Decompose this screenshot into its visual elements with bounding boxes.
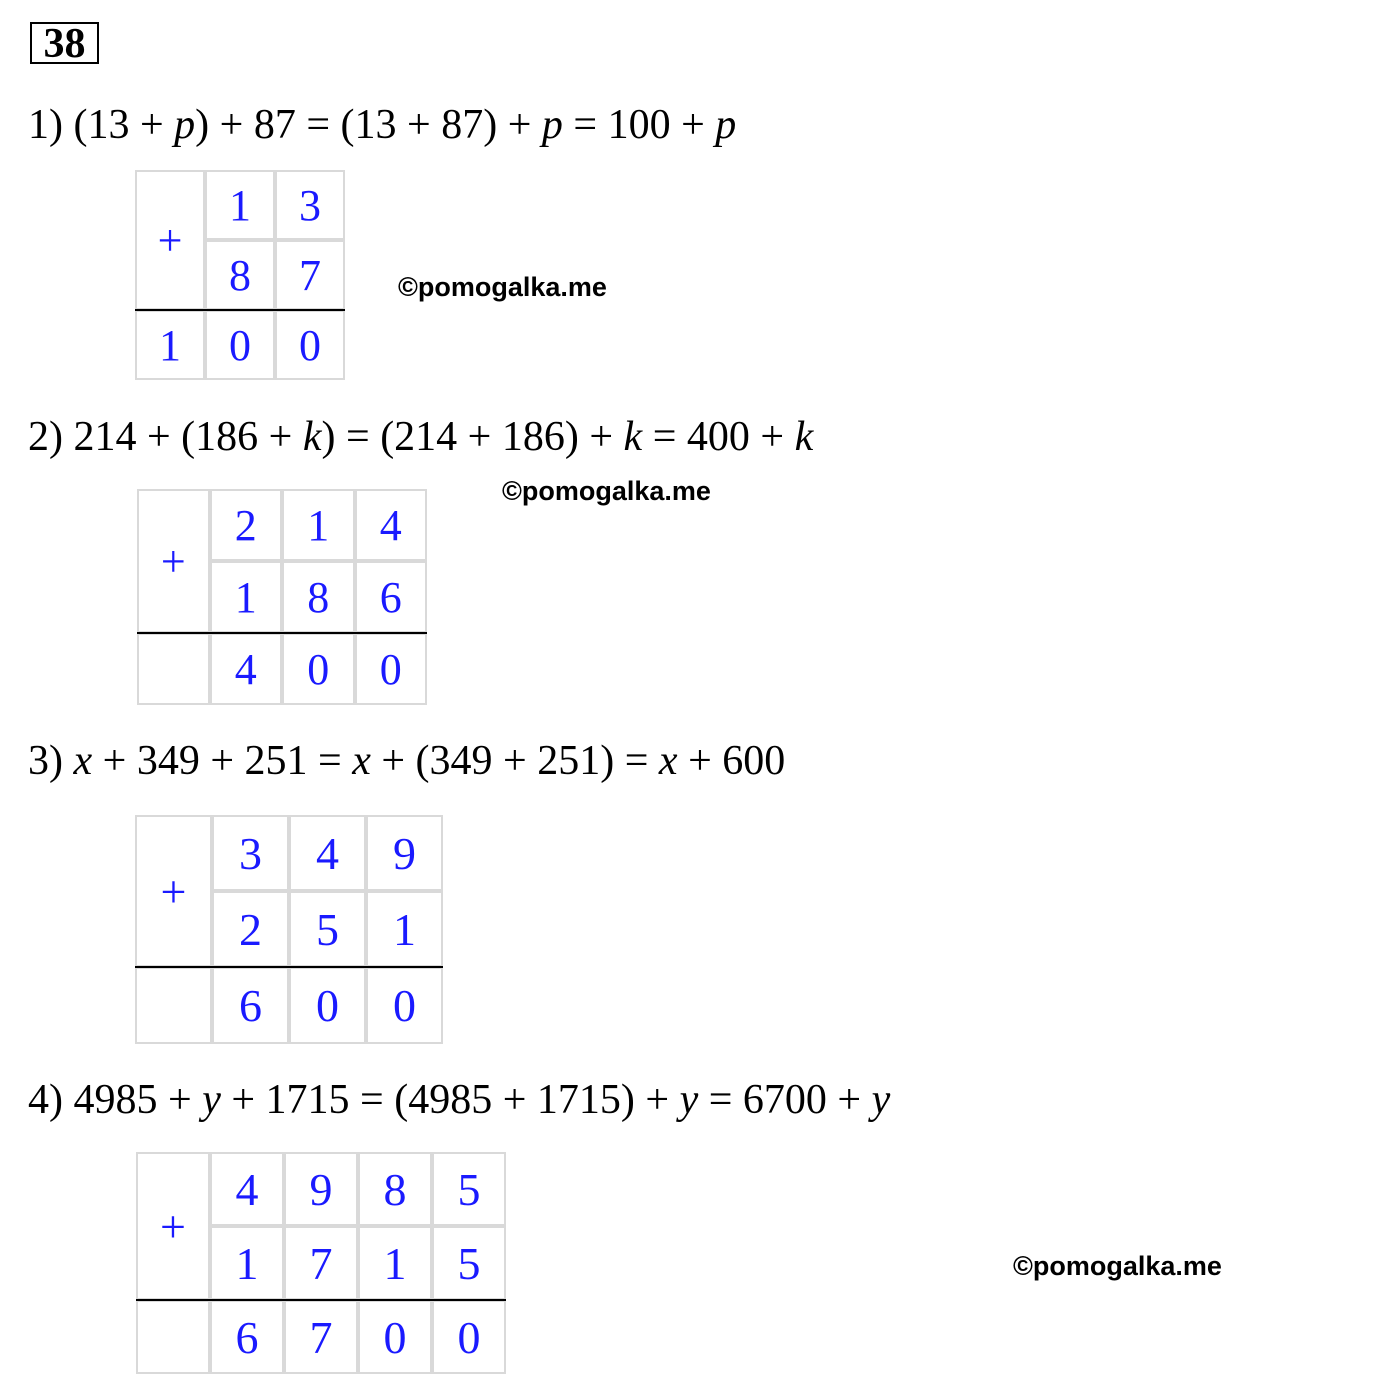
addend1-digit: 2 [210, 489, 283, 561]
addend1-digit: 4 [355, 489, 428, 561]
plus-sign: + [135, 170, 205, 310]
addend1-digit: 8 [358, 1152, 432, 1226]
eq-text: ) = (214 + 186) + [321, 414, 624, 460]
addend1-digit: 5 [432, 1152, 506, 1226]
sum-digit: 0 [432, 1300, 506, 1374]
column-addition-1 [135, 170, 345, 380]
sum-rule [135, 309, 345, 311]
sum-digit: 6 [210, 1300, 284, 1374]
eq-var: p [715, 102, 737, 148]
watermark: ©pomogalka.me [502, 476, 711, 506]
equation-1 [28, 104, 736, 146]
eq-var: y [871, 1077, 891, 1123]
equation-4 [28, 1079, 890, 1121]
plus-sign: + [136, 1152, 210, 1300]
addend1-digit: 4 [289, 815, 366, 891]
eq-text: 1) (13 + [28, 102, 175, 148]
column-addition-4 [136, 1152, 506, 1374]
sum-digit [136, 1300, 210, 1374]
addend2-digit: 1 [210, 1226, 284, 1300]
addend2-digit: 7 [275, 240, 345, 310]
addend1-digit: 1 [205, 170, 275, 240]
sum-digit [135, 967, 212, 1044]
plus-sign: + [137, 489, 210, 633]
sum-digit: 0 [205, 310, 275, 380]
sum-digit: 0 [355, 633, 428, 705]
sum-rule [137, 632, 427, 634]
eq-text: + 600 [677, 738, 786, 784]
plus-sign: + [135, 815, 212, 967]
sum-digit: 0 [275, 310, 345, 380]
eq-var: k [794, 414, 814, 460]
eq-var: p [541, 102, 563, 148]
equation-2 [28, 416, 813, 458]
sum-rule [136, 1299, 506, 1301]
eq-text: 3) [28, 738, 74, 784]
addend2-digit: 7 [284, 1226, 358, 1300]
column-addition-2 [137, 489, 427, 705]
addend2-digit: 8 [205, 240, 275, 310]
addend2-digit: 6 [355, 561, 428, 633]
eq-var: x [658, 738, 678, 784]
sum-digit: 0 [289, 967, 366, 1044]
eq-text: = 6700 + [698, 1077, 872, 1123]
sum-digit: 0 [366, 967, 443, 1044]
addend2-digit: 2 [212, 891, 289, 967]
eq-text: + 1715 = (4985 + 1715) + [220, 1077, 680, 1123]
eq-var: y [202, 1077, 221, 1123]
addend2-digit: 8 [282, 561, 355, 633]
equation-3 [28, 740, 785, 782]
column-addition-3 [135, 815, 443, 1044]
sum-digit [137, 633, 210, 705]
eq-text: = 400 + [642, 414, 795, 460]
watermark: ©pomogalka.me [398, 272, 607, 302]
task-number: 38 [30, 22, 99, 64]
addend1-digit: 1 [282, 489, 355, 561]
eq-var: k [623, 414, 643, 460]
eq-text: ) + 87 = (13 + 87) + [195, 102, 542, 148]
eq-var: x [352, 738, 371, 784]
sum-digit: 6 [212, 967, 289, 1044]
addend2-digit: 1 [366, 891, 443, 967]
addend1-digit: 3 [212, 815, 289, 891]
addend2-digit: 5 [432, 1226, 506, 1300]
eq-text: + (349 + 251) = [370, 738, 659, 784]
addend2-digit: 1 [210, 561, 283, 633]
eq-text: + 349 + 251 = [92, 738, 353, 784]
addend1-digit: 9 [284, 1152, 358, 1226]
sum-digit: 0 [282, 633, 355, 705]
sum-digit: 4 [210, 633, 283, 705]
eq-text: 4) 4985 + [28, 1077, 203, 1123]
addend2-digit: 1 [358, 1226, 432, 1300]
sum-rule [135, 966, 443, 968]
eq-var: y [679, 1077, 699, 1123]
addend1-digit: 3 [275, 170, 345, 240]
sum-digit: 1 [135, 310, 205, 380]
eq-var: x [73, 738, 93, 784]
addend2-digit: 5 [289, 891, 366, 967]
eq-text: 2) 214 + (186 + [28, 414, 303, 460]
sum-digit: 0 [358, 1300, 432, 1374]
sum-digit: 7 [284, 1300, 358, 1374]
eq-var: p [174, 102, 196, 148]
eq-var: k [302, 414, 322, 460]
eq-text: = 100 + [562, 102, 716, 148]
watermark: ©pomogalka.me [1013, 1251, 1222, 1281]
addend1-digit: 4 [210, 1152, 284, 1226]
addend1-digit: 9 [366, 815, 443, 891]
